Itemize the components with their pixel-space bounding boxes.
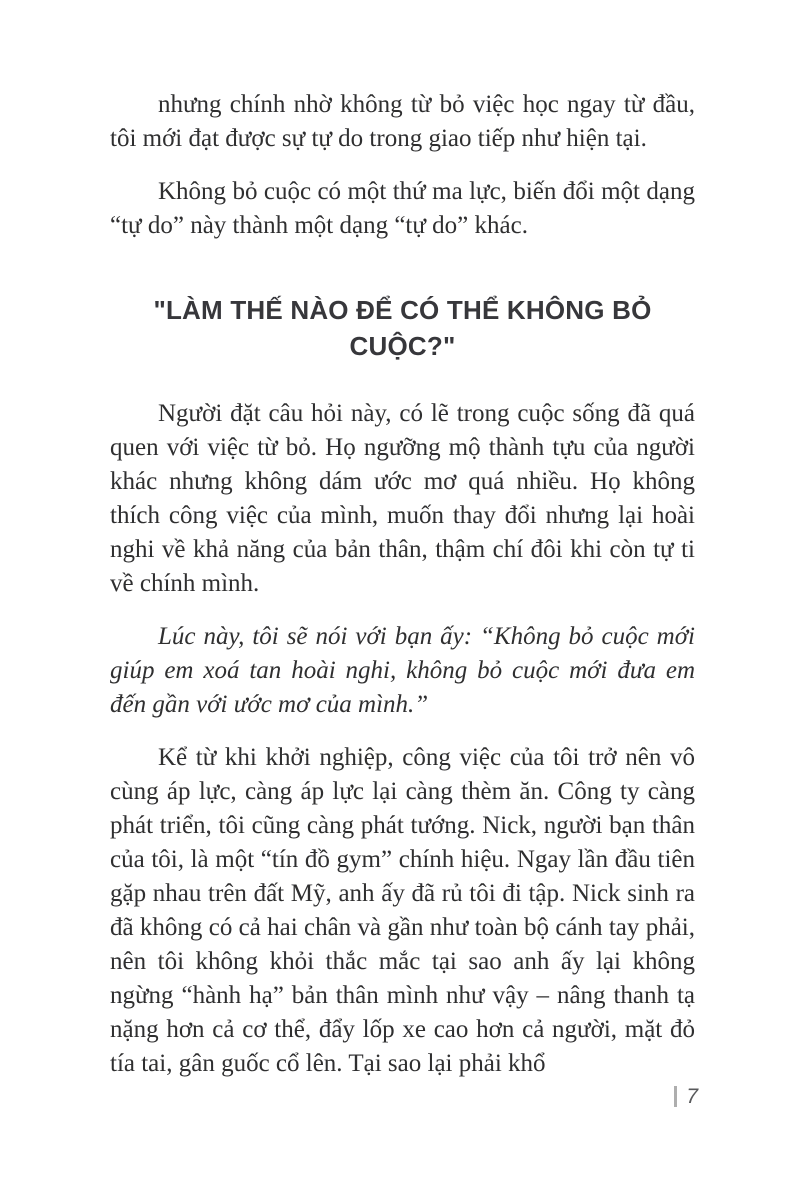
quote-paragraph: Lúc này, tôi sẽ nói với bạn ấy: “Không bỏ cuộc mới giúp em xoá tan hoài nghi, không bỏ cuộc mới đưa em đến gần với ước mơ của mình.” [110, 623, 695, 718]
paragraph: Người đặt câu hỏi này, có lẽ trong cuộc sống đã quá quen với việc từ bỏ. Họ ngưỡng mộ thành tựu của người khác nhưng không dám ước mơ quá nhiều. Họ không thích công việc của mình, muốn thay đổi nhưng lại hoài nghi về khả năng của bản thân, thậm chí đôi khi còn tự ti về chính mình. [110, 400, 695, 597]
page-number: 7 [686, 1085, 698, 1108]
footer-divider [674, 1086, 677, 1107]
section-heading: "LÀM THẾ NÀO ĐỂ CÓ THỂ KHÔNG BỎ CUỘC?" [153, 295, 652, 361]
page-footer [674, 1086, 698, 1107]
paragraph: nhưng chính nhờ không từ bỏ việc học ngay từ đầu, tôi mới đạt được sự tự do trong giao tiếp như hiện tại. [110, 91, 695, 152]
paragraph: Không bỏ cuộc có một thứ ma lực, biến đổi một dạng “tự do” này thành một dạng “tự do” khác. [110, 178, 695, 239]
paragraph: Kể từ khi khởi nghiệp, công việc của tôi trở nên vô cùng áp lực, càng áp lực lại càng thèm ăn. Công ty càng phát triển, tôi cũng càng phát tướng. Nick, người bạn thân của tôi, là một “tín đồ gym” chính hiệu. Ngay lần đầu tiên gặp nhau trên đất Mỹ, anh ấy đã rủ tôi đi tập. Nick sinh ra đã không có cả hai chân và gần như toàn bộ cánh tay phải, nên tôi không khỏi thắc mắc tại sao anh ấy lại không ngừng “hành hạ” bản thân mình như vậy – nâng thanh tạ nặng hơn cả cơ thể, đẩy lốp xe cao hơn cả người, mặt đỏ tía tai, gân guốc cổ lên. Tại sao lại phải khổ [110, 744, 695, 1077]
page-content [110, 88, 695, 1100]
